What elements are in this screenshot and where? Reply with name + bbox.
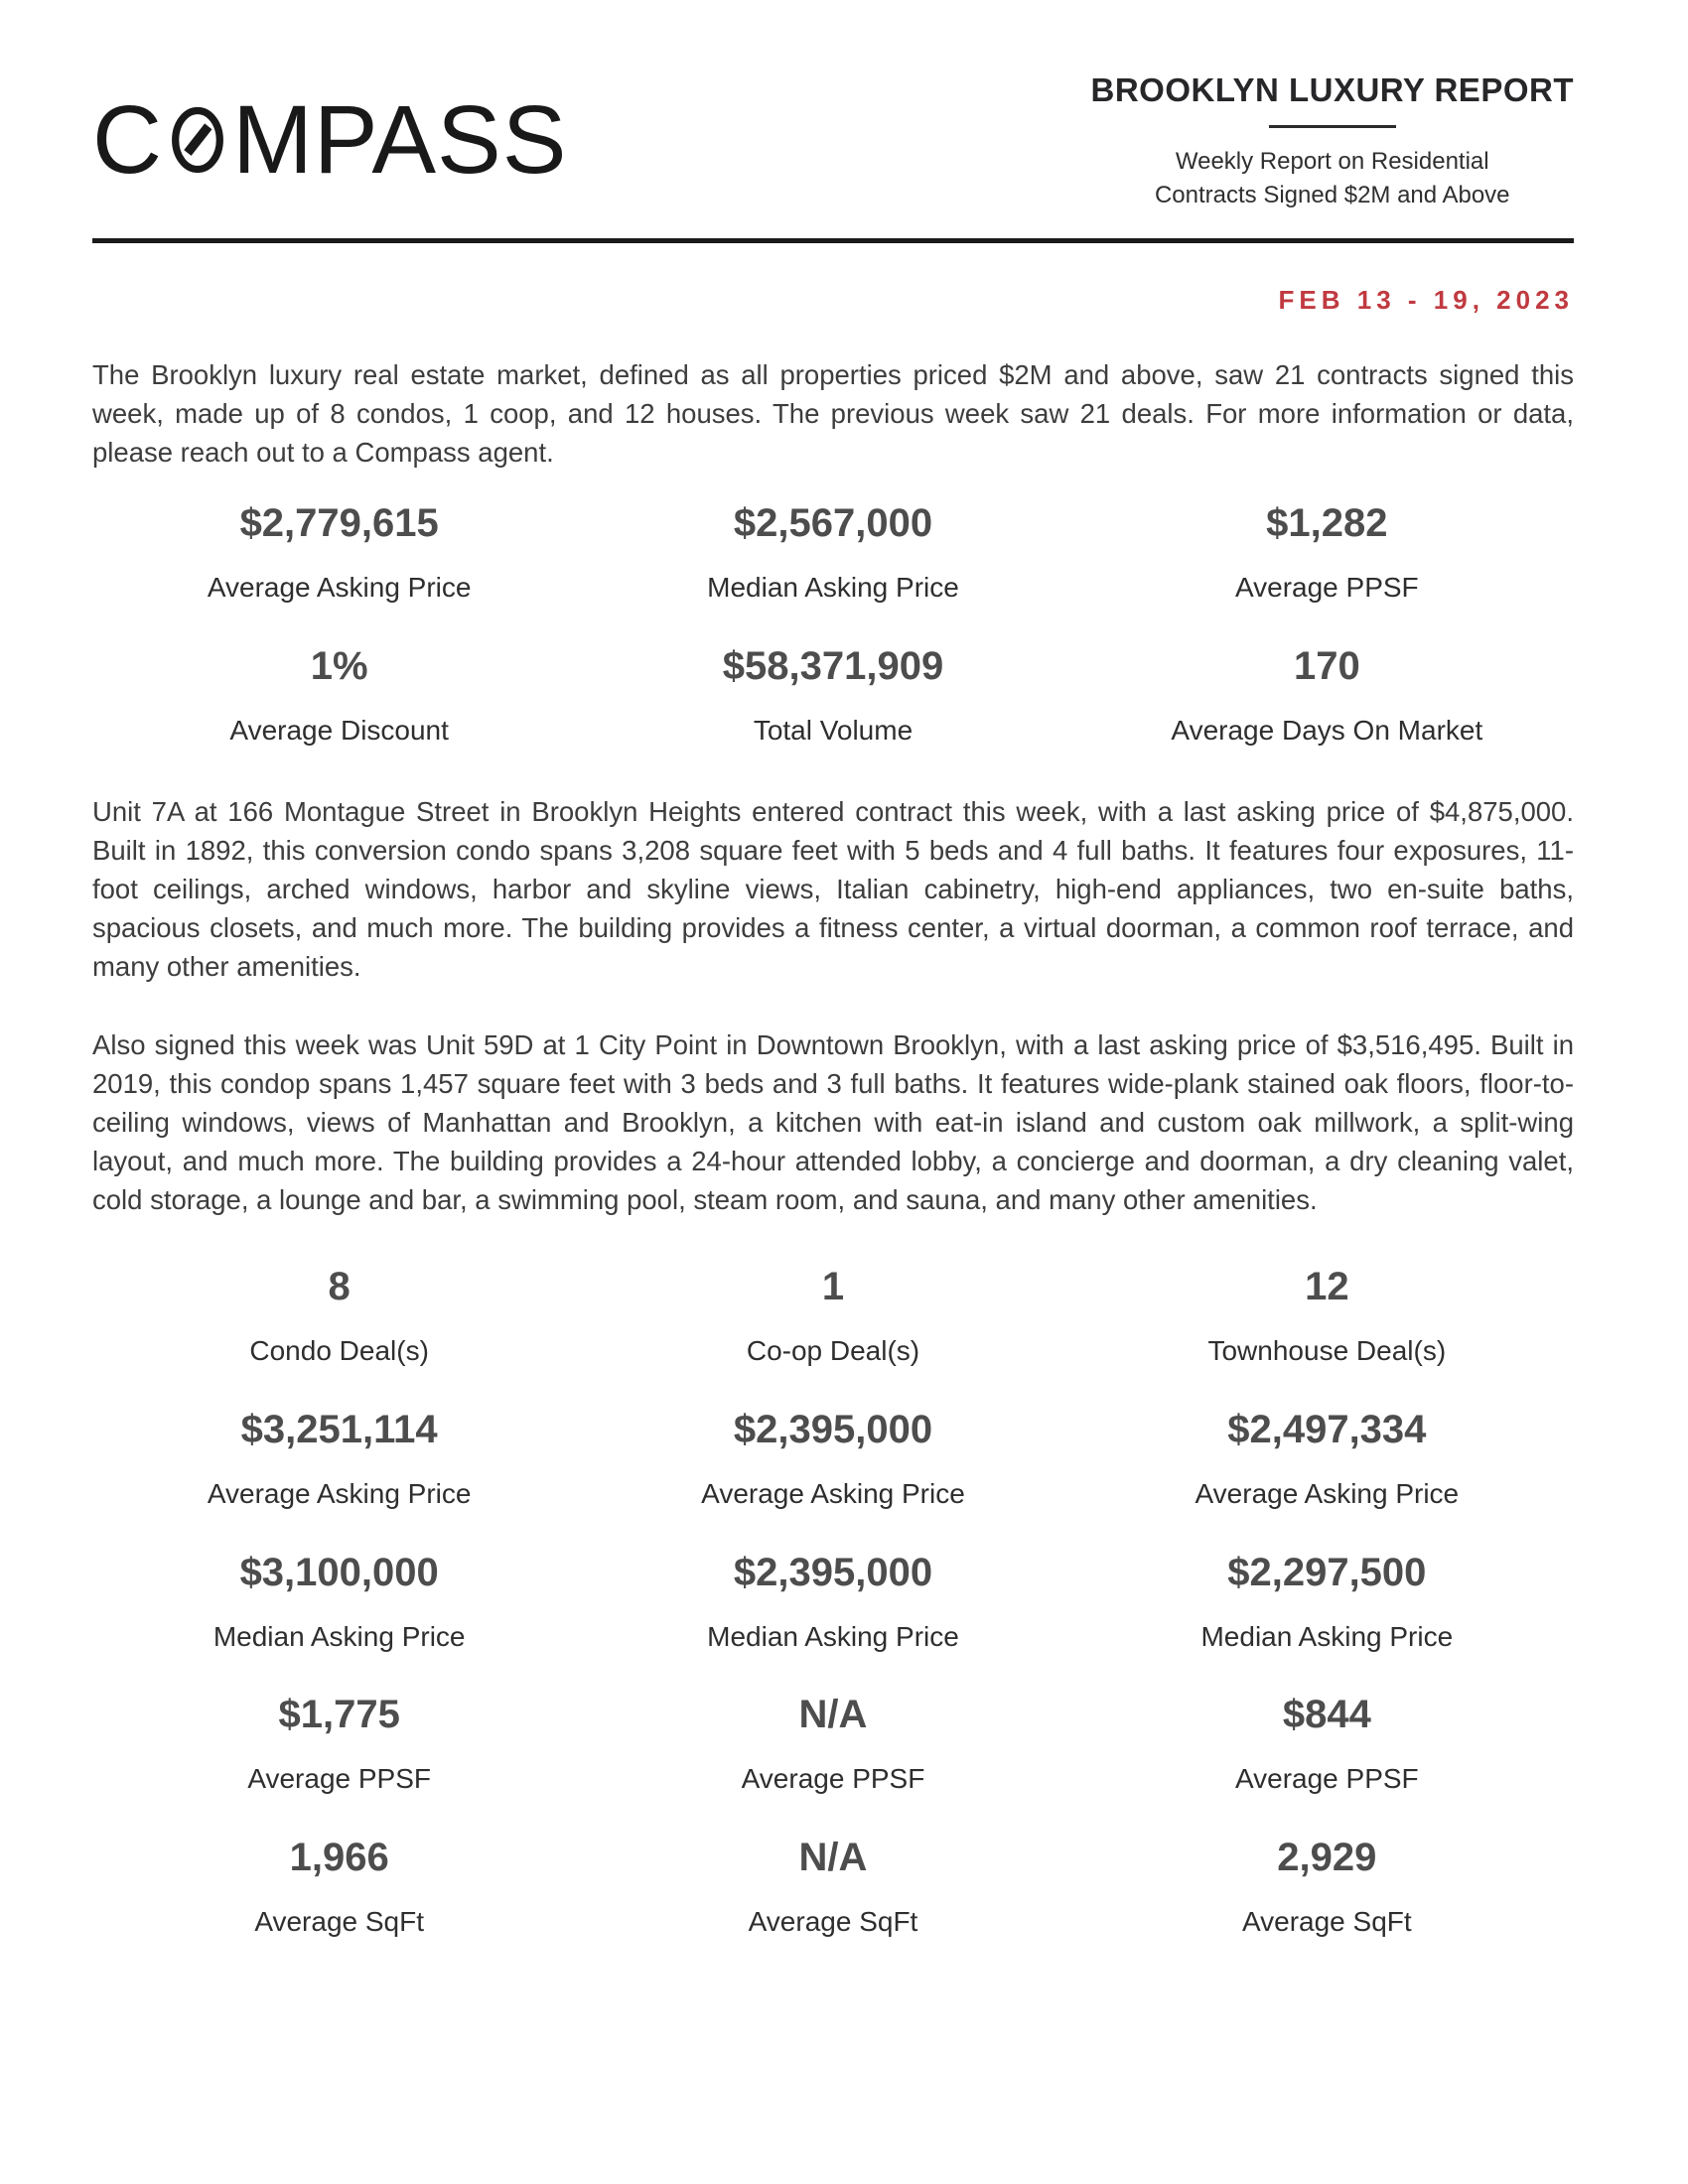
stat-label: Median Asking Price — [707, 572, 959, 604]
summary-stats-grid — [92, 499, 1574, 747]
stat-label: Median Asking Price — [1200, 1620, 1454, 1652]
header-divider — [92, 238, 1574, 243]
stat-label: Average Asking Price — [701, 1477, 965, 1509]
stat-value: $2,297,500 — [1227, 1550, 1427, 1594]
stat-label: Average PPSF — [247, 1763, 432, 1795]
report-subtitle — [1090, 145, 1574, 212]
stat-value: $2,567,000 — [733, 501, 933, 546]
stat-label: Median Asking Price — [707, 1620, 959, 1652]
unit-7a-paragraph: Unit 7A at 166 Montague Street in Brooklyn Heights entered contract this week, with a last asking price of $4,875,000. Built in 1892, this conversion condo spans 3,208 square feet with 5 beds and 4 full baths. It features four exposures, 11-foot ceilings, arched windows, harbor and skyline views, Italian cabinetry, high-end appliances, two en-suite baths, spacious closets, and much more. The building provides a fitness center, a virtual doorman, a common roof terrace, and many other amenities. — [92, 796, 1574, 983]
stat-label: Average PPSF — [1234, 1763, 1419, 1795]
compass-o-icon — [163, 104, 232, 176]
stat-label: Average PPSF — [741, 1763, 925, 1795]
stat-value: $1,282 — [1266, 501, 1388, 546]
stat-label: Average SqFt — [1241, 1905, 1412, 1937]
stat-value: $2,395,000 — [733, 1550, 933, 1594]
masthead — [92, 0, 1574, 212]
unit-59d-paragraph: Also signed this week was Unit 59D at 1 City Point in Downtown Brooklyn, with a last asking price of $3,516,495. Built in 2019, this condop spans 1,457 square feet with 3 beds and 3 full baths. It features wide-plank stained oak floors, floor-to-ceiling windows, views of Manhattan and Brooklyn, a kitchen with eat-in island and custom oak millwork, a split-wing layout, and much more. The building provides a 24-hour attended lobby, a concierge and doorman, a dry cleaning valet, cold storage, a lounge and bar, a swimming pool, steam room, and sauna, and many other amenities. — [92, 1029, 1574, 1216]
stat-label: Average PPSF — [1234, 572, 1419, 604]
stat-value: 170 — [1293, 643, 1360, 688]
stat-value: $2,497,334 — [1227, 1407, 1427, 1451]
stat-townhouse-average-ppsf — [1080, 1691, 1574, 1796]
stat-coop-median-asking-price — [586, 1549, 1079, 1654]
stat-median-asking-price — [586, 499, 1079, 605]
stat-average-asking-price — [92, 499, 586, 605]
stat-value: 1 — [821, 1265, 845, 1309]
stat-value: N/A — [798, 1835, 868, 1879]
stat-average-ppsf — [1080, 499, 1574, 605]
stat-value: $1,775 — [278, 1693, 400, 1737]
stat-coop-average-sqft — [586, 1834, 1079, 1939]
stat-condo-average-asking-price — [92, 1406, 586, 1511]
stat-label: Average Discount — [229, 714, 449, 746]
stat-value: $2,779,615 — [239, 501, 439, 546]
title-divider — [1269, 125, 1396, 128]
stat-value: 12 — [1305, 1265, 1349, 1309]
report-title: BROOKLYN LUXURY REPORT — [1090, 71, 1574, 108]
stat-label: Condo Deal(s) — [249, 1335, 429, 1367]
stat-townhouse-median-asking-price — [1080, 1549, 1574, 1654]
stat-condo-median-asking-price — [92, 1549, 586, 1654]
stat-total-volume — [586, 642, 1079, 748]
stat-coop-average-ppsf — [586, 1691, 1079, 1796]
stat-value: N/A — [798, 1693, 868, 1737]
date-range: FEB 13 - 19, 2023 — [1278, 285, 1574, 316]
stat-condo-deals — [92, 1263, 586, 1368]
stat-label: Average Asking Price — [207, 1477, 472, 1509]
report-subtitle-line2: Contracts Signed $2M and Above — [1154, 182, 1510, 209]
stat-value: 1,966 — [289, 1835, 389, 1879]
stat-condo-average-ppsf — [92, 1691, 586, 1796]
stat-value: 8 — [328, 1265, 351, 1309]
stat-label: Average Asking Price — [207, 572, 472, 604]
breakdown-stats-grid — [92, 1263, 1574, 1938]
stat-townhouse-deals — [1080, 1263, 1574, 1368]
intro-paragraph: The Brooklyn luxury real estate market, defined as all properties priced $2M and above, saw 21 contracts signed this week, made up of 8 condos, 1 coop, and 12 houses. The previous week saw 21 deals. For more information or data, please reach out to a Compass agent. — [92, 359, 1574, 469]
stat-coop-deals — [586, 1263, 1079, 1368]
stat-label: Co-op Deal(s) — [746, 1335, 920, 1367]
report-subtitle-line1: Weekly Report on Residential — [1175, 148, 1489, 175]
stat-value: 2,929 — [1277, 1835, 1377, 1879]
stat-label: Average Days On Market — [1171, 714, 1483, 746]
logo-text-prefix: C — [92, 85, 164, 194]
stat-label: Average SqFt — [254, 1905, 425, 1937]
stat-label: Townhouse Deal(s) — [1207, 1335, 1447, 1367]
stat-label: Total Volume — [753, 714, 914, 746]
stat-label: Median Asking Price — [212, 1620, 466, 1652]
stat-coop-average-asking-price — [586, 1406, 1079, 1511]
masthead-right — [1090, 71, 1574, 212]
stat-townhouse-average-sqft — [1080, 1834, 1574, 1939]
stat-value: $58,371,909 — [722, 643, 944, 688]
stat-value: $3,251,114 — [240, 1407, 438, 1451]
stat-average-days-on-market — [1080, 642, 1574, 748]
stat-average-discount — [92, 642, 586, 748]
stat-label: Average SqFt — [748, 1905, 918, 1937]
stat-townhouse-average-asking-price — [1080, 1406, 1574, 1511]
logo-text-suffix: MPASS — [232, 85, 568, 194]
stat-value: $2,395,000 — [733, 1407, 933, 1451]
stat-value: $3,100,000 — [239, 1550, 439, 1594]
stat-value: $844 — [1282, 1693, 1371, 1737]
stat-value: 1% — [310, 643, 368, 688]
stat-condo-average-sqft — [92, 1834, 586, 1939]
stat-label: Average Asking Price — [1195, 1477, 1460, 1509]
compass-logo — [92, 85, 568, 194]
